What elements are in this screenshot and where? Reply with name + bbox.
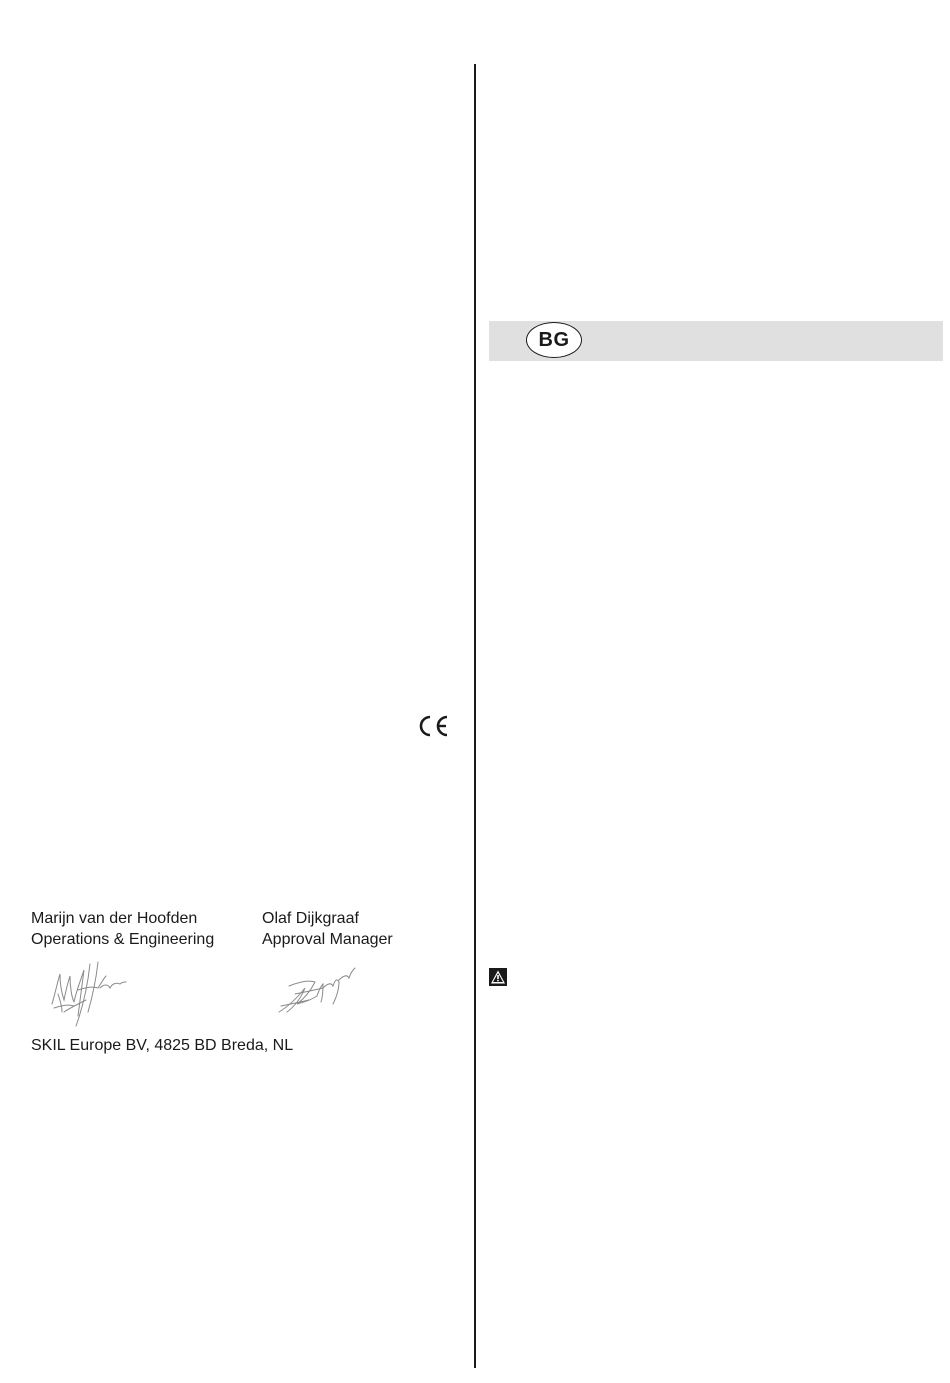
- signature-left: [44, 960, 130, 1030]
- company-address: SKIL Europe BV, 4825 BD Breda, NL: [31, 1037, 294, 1054]
- signatory-block-left: [31, 908, 214, 950]
- ce-mark-icon: [416, 714, 450, 738]
- signatory-name: Olaf Dijkgraaf: [262, 910, 359, 927]
- signatory-block-right: [262, 908, 393, 950]
- signatory-role: Approval Manager: [262, 931, 393, 948]
- language-section-header: [489, 321, 943, 361]
- signatory-name: Marijn van der Hoofden: [31, 910, 198, 927]
- signature-right: [275, 966, 357, 1018]
- language-code-badge: BG: [526, 322, 582, 358]
- warning-triangle-icon: [489, 968, 507, 986]
- column-divider: [474, 64, 476, 1368]
- signatory-role: Operations & Engineering: [31, 931, 215, 948]
